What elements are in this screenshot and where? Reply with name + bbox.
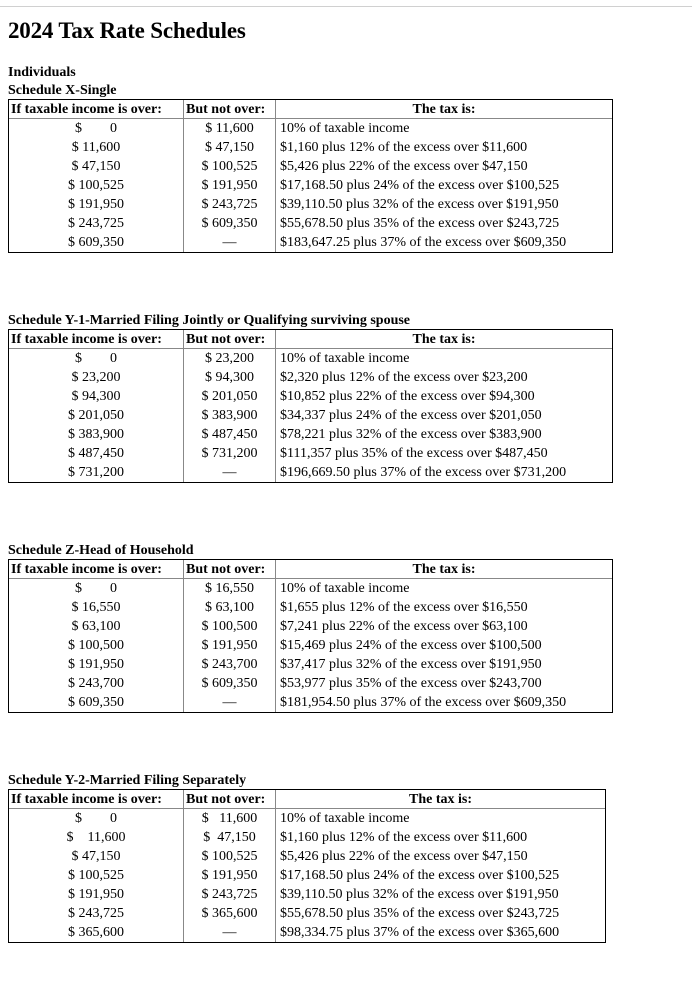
cell-income-over: $ 365,600	[9, 923, 184, 942]
cell-income-not-over: $ 100,525	[184, 847, 276, 866]
cell-income-over: $ 609,350	[9, 693, 184, 712]
cell-income-not-over: $ 365,600	[184, 904, 276, 923]
cell-tax-formula: 10% of taxable income	[280, 351, 410, 366]
cell-tax-formula: $5,426 plus 22% of the excess over $47,150	[280, 159, 528, 174]
cell-income-not-over: $ 23,200	[184, 349, 276, 368]
cell-tax-formula: $5,426 plus 22% of the excess over $47,150	[280, 849, 528, 864]
table-row	[9, 138, 612, 157]
cell-income-not-over: $ 243,725	[184, 195, 276, 214]
cell-income-not-over: $ 243,700	[184, 655, 276, 674]
cell-tax-formula: $78,221 plus 32% of the excess over $383,900	[280, 427, 542, 442]
schedule-y2-section	[8, 773, 606, 943]
cell-income-over: $ 23,200	[9, 368, 184, 387]
cell-income-over: $ 487,450	[9, 444, 184, 463]
table-row	[9, 349, 612, 368]
cell-tax-formula: $15,469 plus 24% of the excess over $100,500	[280, 638, 542, 653]
cell-income-over: $ 0	[9, 119, 184, 138]
cell-income-over: $ 11,600	[9, 138, 184, 157]
schedule-y2-table	[8, 789, 606, 943]
cell-income-not-over: $ 63,100	[184, 598, 276, 617]
cell-income-not-over: $ 609,350	[184, 214, 276, 233]
table-row	[9, 693, 612, 712]
cell-tax-formula: $39,110.50 plus 32% of the excess over $191,950	[280, 197, 559, 212]
cell-tax-formula: $17,168.50 plus 24% of the excess over $100,525	[280, 178, 560, 193]
cell-income-over: $ 731,200	[9, 463, 184, 482]
cell-income-not-over: $ 11,600	[184, 809, 276, 828]
schedule-z-table	[8, 559, 613, 713]
table-row	[9, 425, 612, 444]
cell-income-not-over: $ 243,725	[184, 885, 276, 904]
schedule-y1-table	[8, 329, 613, 483]
cell-income-not-over: —	[184, 233, 276, 252]
cell-income-over: $ 11,600	[9, 828, 184, 847]
schedule-title: Schedule X-Single	[8, 83, 117, 98]
cell-income-over: $ 0	[9, 349, 184, 368]
column-header-over: If taxable income is over:	[9, 790, 184, 809]
cell-income-not-over: $ 731,200	[184, 444, 276, 463]
cell-income-not-over: $ 47,150	[184, 828, 276, 847]
cell-income-not-over: $ 191,950	[184, 636, 276, 655]
cell-tax-formula: $1,160 plus 12% of the excess over $11,600	[280, 830, 528, 845]
cell-income-over: $ 201,050	[9, 406, 184, 425]
table-row	[9, 866, 605, 885]
cell-income-not-over: $ 487,450	[184, 425, 276, 444]
cell-tax-formula: $7,241 plus 22% of the excess over $63,100	[280, 619, 528, 634]
cell-income-over: $ 243,725	[9, 214, 184, 233]
schedule-x-table	[8, 99, 613, 253]
cell-tax-formula: 10% of taxable income	[280, 121, 410, 136]
category-heading: Individuals	[8, 65, 76, 80]
cell-income-over: $ 243,725	[9, 904, 184, 923]
column-header-tax: The tax is:	[276, 790, 605, 809]
cell-tax-formula: $98,334.75 plus 37% of the excess over $365,600	[280, 925, 560, 940]
cell-income-over: $ 243,700	[9, 674, 184, 693]
cell-income-over: $ 609,350	[9, 233, 184, 252]
column-header-not-over: But not over:	[184, 790, 276, 809]
table-row	[9, 463, 612, 482]
cell-tax-formula: 10% of taxable income	[280, 581, 410, 596]
cell-tax-formula: $37,417 plus 32% of the excess over $191,950	[280, 657, 542, 672]
cell-tax-formula: $55,678.50 plus 35% of the excess over $243,725	[280, 906, 560, 921]
table-row	[9, 923, 605, 942]
cell-income-over: $ 16,550	[9, 598, 184, 617]
header-row	[9, 330, 612, 349]
cell-income-over: $ 100,500	[9, 636, 184, 655]
table-row	[9, 119, 612, 138]
table-row	[9, 617, 612, 636]
column-header-tax: The tax is:	[276, 560, 612, 579]
cell-tax-formula: $53,977 plus 35% of the excess over $243,700	[280, 676, 542, 691]
top-divider	[0, 6, 692, 7]
cell-income-not-over: $ 100,525	[184, 157, 276, 176]
column-header-over: If taxable income is over:	[9, 330, 184, 349]
schedule-title: Schedule Z-Head of Household	[8, 543, 194, 558]
page-title: 2024 Tax Rate Schedules	[8, 18, 246, 43]
cell-tax-formula: $34,337 plus 24% of the excess over $201,050	[280, 408, 542, 423]
table-row	[9, 809, 605, 828]
cell-income-not-over: $ 201,050	[184, 387, 276, 406]
cell-income-not-over: $ 47,150	[184, 138, 276, 157]
cell-tax-formula: $1,160 plus 12% of the excess over $11,600	[280, 140, 528, 155]
cell-income-over: $ 191,950	[9, 655, 184, 674]
table-row	[9, 195, 612, 214]
schedule-y1-section	[8, 313, 613, 483]
cell-income-not-over: $ 11,600	[184, 119, 276, 138]
header-row	[9, 790, 605, 809]
cell-income-not-over: —	[184, 463, 276, 482]
table-row	[9, 674, 612, 693]
table-row	[9, 233, 612, 252]
cell-income-over: $ 0	[9, 579, 184, 598]
table-row	[9, 655, 612, 674]
cell-income-not-over: $ 191,950	[184, 176, 276, 195]
table-row	[9, 406, 612, 425]
table-row	[9, 636, 612, 655]
cell-tax-formula: $2,320 plus 12% of the excess over $23,200	[280, 370, 528, 385]
cell-income-not-over: $ 383,900	[184, 406, 276, 425]
column-header-not-over: But not over:	[184, 330, 276, 349]
cell-income-not-over: $ 191,950	[184, 866, 276, 885]
cell-income-over: $ 94,300	[9, 387, 184, 406]
cell-tax-formula: $1,655 plus 12% of the excess over $16,550	[280, 600, 528, 615]
cell-tax-formula: $181,954.50 plus 37% of the excess over $609,350	[280, 695, 567, 710]
cell-income-over: $ 0	[9, 809, 184, 828]
column-header-not-over: But not over:	[184, 560, 276, 579]
table-row	[9, 387, 612, 406]
cell-tax-formula: $196,669.50 plus 37% of the excess over $731,200	[280, 465, 567, 480]
cell-tax-formula: 10% of taxable income	[280, 811, 410, 826]
table-row	[9, 904, 605, 923]
cell-income-over: $ 100,525	[9, 176, 184, 195]
table-row	[9, 847, 605, 866]
cell-income-not-over: —	[184, 693, 276, 712]
cell-income-over: $ 191,950	[9, 885, 184, 904]
table-row	[9, 368, 612, 387]
cell-tax-formula: $39,110.50 plus 32% of the excess over $191,950	[280, 887, 559, 902]
column-header-over: If taxable income is over:	[9, 560, 184, 579]
table-row	[9, 214, 612, 233]
cell-income-over: $ 100,525	[9, 866, 184, 885]
header-row	[9, 100, 612, 119]
table-row	[9, 598, 612, 617]
cell-tax-formula: $10,852 plus 22% of the excess over $94,300	[280, 389, 535, 404]
cell-income-not-over: $ 16,550	[184, 579, 276, 598]
schedule-z-section	[8, 543, 613, 713]
cell-income-not-over: $ 94,300	[184, 368, 276, 387]
cell-income-over: $ 63,100	[9, 617, 184, 636]
schedule-title: Schedule Y-2-Married Filing Separately	[8, 773, 247, 788]
cell-income-over: $ 191,950	[9, 195, 184, 214]
cell-income-over: $ 47,150	[9, 157, 184, 176]
schedule-title: Schedule Y-1-Married Filing Jointly or Qualifying surviving spouse	[8, 313, 411, 328]
cell-tax-formula: $183,647.25 plus 37% of the excess over $609,350	[280, 235, 567, 250]
table-row	[9, 579, 612, 598]
cell-income-not-over: $ 609,350	[184, 674, 276, 693]
cell-income-not-over: —	[184, 923, 276, 942]
column-header-tax: The tax is:	[276, 100, 612, 119]
cell-income-over: $ 47,150	[9, 847, 184, 866]
cell-tax-formula: $111,357 plus 35% of the excess over $487,450	[280, 446, 548, 461]
column-header-over: If taxable income is over:	[9, 100, 184, 119]
table-row	[9, 828, 605, 847]
header-row	[9, 560, 612, 579]
cell-tax-formula: $55,678.50 plus 35% of the excess over $243,725	[280, 216, 560, 231]
cell-income-over: $ 383,900	[9, 425, 184, 444]
table-row	[9, 885, 605, 904]
table-row	[9, 157, 612, 176]
cell-income-not-over: $ 100,500	[184, 617, 276, 636]
schedule-x-section	[8, 83, 613, 253]
table-row	[9, 176, 612, 195]
column-header-not-over: But not over:	[184, 100, 276, 119]
cell-tax-formula: $17,168.50 plus 24% of the excess over $100,525	[280, 868, 560, 883]
table-row	[9, 444, 612, 463]
column-header-tax: The tax is:	[276, 330, 612, 349]
